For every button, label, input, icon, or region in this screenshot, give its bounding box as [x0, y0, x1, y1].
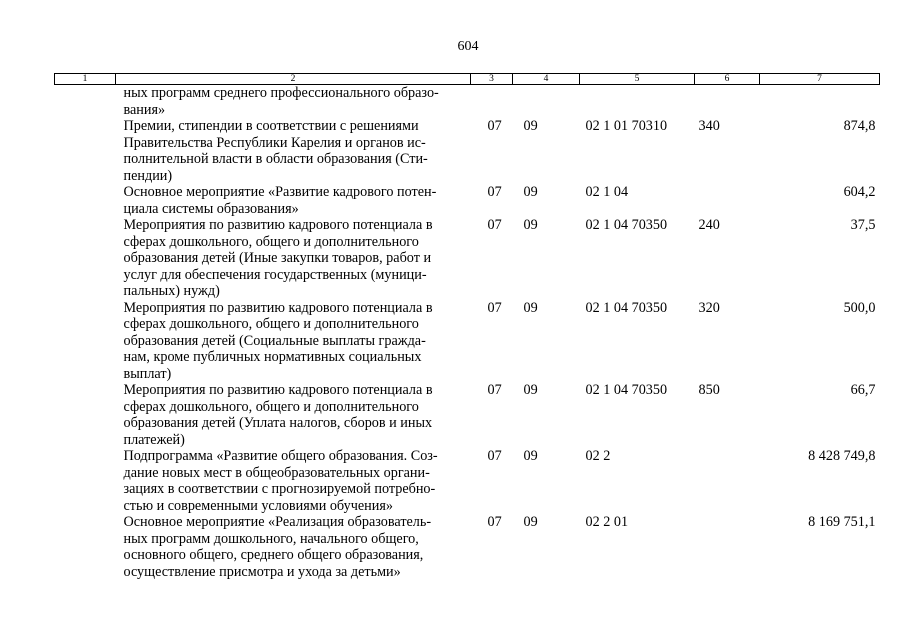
cell-col1 [55, 382, 116, 448]
row-target-code: 02 1 04 [585, 184, 629, 200]
table-row [55, 118, 880, 184]
row-description: ных программ среднего профессионального образо- вания» [123, 85, 439, 118]
row-description: Премии, стипендии в соответствии с решениями Правительства Республики Карелия и органов ис- полнительной власти в области образования (Сти- пендии) [123, 118, 428, 184]
row-description: Мероприятия по развитию кадрового потенциала в сферах дошкольного, общего и дополнительного образования детей (Уплата налогов, сборов и иных платежей) [123, 382, 433, 448]
row-expense-type: 340 [698, 118, 720, 134]
row-subsection: 09 [523, 118, 538, 134]
page-number: 604 [457, 39, 479, 54]
row-description: Основное мероприятие «Развитие кадрового потен- циала системы образования» [123, 184, 437, 217]
row-section: 07 [487, 184, 502, 200]
row-subsection [513, 85, 580, 119]
cell-col1 [55, 514, 116, 580]
column-header-1: 1 [55, 74, 116, 85]
cell-col1 [55, 184, 116, 217]
row-description: Мероприятия по развитию кадрового потенциала в сферах дошкольного, общего и дополнительного образования детей (Иные закупки товаров, работ и услуг для обеспечения государственных (муници- пальных) нужд) [123, 217, 433, 299]
row-expense-type [695, 448, 760, 514]
budget-table [54, 73, 880, 580]
table-row [55, 217, 880, 300]
row-expense-type: 240 [698, 217, 720, 233]
row-amount: 604,2 [843, 184, 876, 200]
table-row [55, 382, 880, 448]
row-amount: 37,5 [850, 217, 876, 233]
row-section: 07 [487, 514, 502, 530]
row-section: 07 [487, 299, 502, 316]
row-subsection: 09 [523, 299, 538, 316]
row-subsection: 09 [523, 217, 538, 233]
row-amount: 8 169 751,1 [808, 514, 876, 530]
row-subsection: 09 [523, 448, 538, 464]
row-expense-type: 850 [698, 382, 720, 398]
table-row [55, 184, 880, 217]
row-target-code [580, 85, 695, 119]
row-expense-type [695, 514, 760, 580]
row-target-code: 02 1 01 70310 [585, 118, 668, 134]
column-header-4: 4 [513, 74, 580, 85]
row-target-code: 02 1 04 70350 [585, 299, 668, 316]
row-target-code: 02 2 [585, 448, 611, 464]
row-amount: 874,8 [843, 118, 876, 134]
row-subsection: 09 [523, 184, 538, 200]
row-amount: 8 428 749,8 [808, 448, 876, 464]
column-header-7: 7 [760, 74, 880, 85]
row-amount: 500,0 [843, 299, 876, 316]
row-description: Основное мероприятие «Реализация образователь- ных программ дошкольного, начального общего, основного общего, среднего общего образования, осуществление присмотра и ухода за детьми» [123, 514, 432, 580]
cell-col1 [55, 118, 116, 184]
cell-col1 [55, 217, 116, 300]
column-header-3: 3 [471, 74, 513, 85]
row-description: Мероприятия по развитию кадрового потенциала в сферах дошкольного, общего и дополнительного образования детей (Социальные выплаты гражда- нам, кроме публичных нормативных социальных выплат) [123, 299, 433, 382]
row-target-code: 02 1 04 70350 [585, 217, 668, 233]
row-subsection: 09 [523, 514, 538, 530]
cell-col1 [55, 300, 116, 383]
row-expense-type: 320 [698, 299, 720, 316]
column-header-5: 5 [580, 74, 695, 85]
table-row [55, 85, 880, 119]
cell-col1 [55, 448, 116, 514]
row-expense-type [695, 184, 760, 217]
column-header-2: 2 [116, 74, 471, 85]
table-row [55, 448, 880, 514]
row-amount: 66,7 [850, 382, 876, 398]
row-section: 07 [487, 118, 502, 134]
table-header [55, 74, 880, 85]
row-section: 07 [487, 382, 502, 398]
table-row [55, 300, 880, 383]
row-description: Подпрограмма «Развитие общего образования. Соз- дание новых мест в общеобразовательных органи- зациях в соответствии с прогнозируемой потребно- стью и современными условиями обучения» [123, 448, 438, 514]
row-amount [760, 85, 880, 119]
table-row [55, 514, 880, 580]
row-target-code: 02 1 04 70350 [585, 382, 668, 398]
row-target-code: 02 2 01 [585, 514, 629, 530]
row-section [471, 85, 513, 119]
row-section: 07 [487, 217, 502, 233]
row-expense-type [695, 85, 760, 119]
column-header-6: 6 [695, 74, 760, 85]
cell-col1 [55, 85, 116, 119]
row-section: 07 [487, 448, 502, 464]
row-subsection: 09 [523, 382, 538, 398]
